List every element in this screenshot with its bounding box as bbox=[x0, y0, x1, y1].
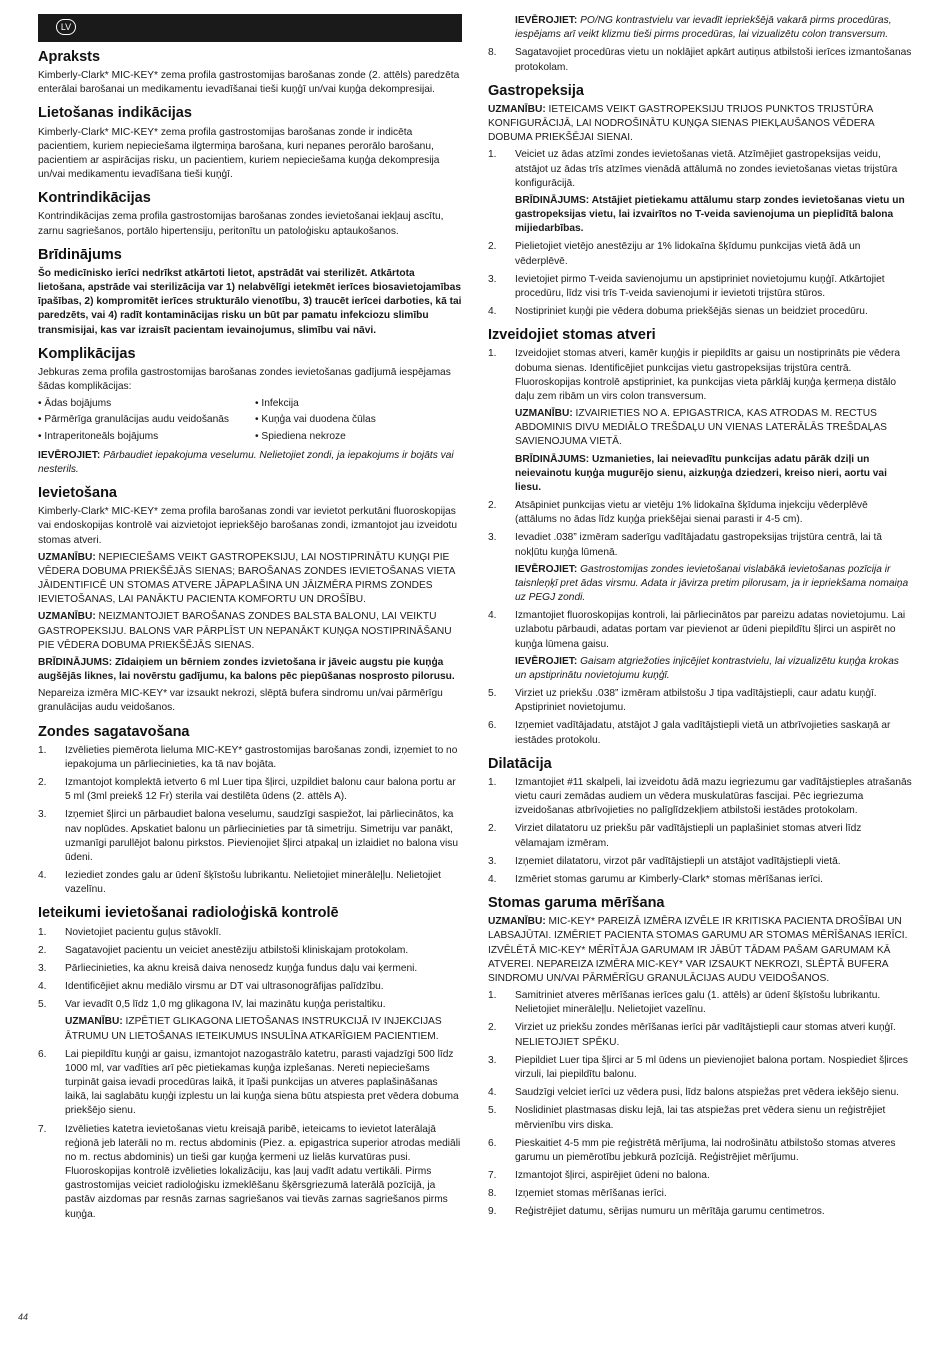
top-note bbox=[488, 14, 912, 42]
caution-label: UZMANĪBU: bbox=[488, 916, 546, 928]
item-number: 5. bbox=[488, 1105, 497, 1117]
list-item bbox=[488, 499, 912, 527]
item-text: Reģistrējiet datumu, sērijas numuru un mērītāja garumu centimetros. bbox=[515, 1206, 825, 1218]
list-item bbox=[488, 687, 912, 715]
item-number: 9. bbox=[488, 1206, 497, 1218]
list-item bbox=[488, 1054, 912, 1082]
list-item bbox=[488, 609, 912, 683]
language-header-bar bbox=[38, 14, 462, 42]
item-number: 2. bbox=[488, 823, 497, 835]
komplikacijas-note bbox=[38, 449, 462, 477]
list-item bbox=[38, 776, 462, 804]
item-text: Piepildiet Luer tipa šļirci ar 5 ml ūdens un pievienojiet balona portam. Nospiediet šļirces virzuli, lai piepildītu balonu. bbox=[515, 1054, 908, 1080]
ievietosana-extra: Nepareiza izmēra MIC-KEY* var izsaukt nekrozi, slēptā bufera sindromu un/vai pārmērīgu granulācijas audu veidošanos. bbox=[38, 688, 443, 714]
item-text: Izmantojot komplektā ietverto 6 ml Luer tipa šļirci, uzpildiet balonu caur balona portu ar 5 ml (3ml preiekš 12 Fr) sterila vai destilēta ūdens (2. attēls A). bbox=[65, 777, 456, 803]
item-number: 8. bbox=[488, 47, 497, 59]
list-item bbox=[38, 926, 462, 940]
item-warning bbox=[515, 194, 912, 237]
item-number: 4. bbox=[488, 306, 497, 318]
item-number: 2. bbox=[488, 500, 497, 512]
list-item bbox=[488, 776, 912, 819]
list-item bbox=[38, 744, 462, 772]
item-text: Izvēlieties piemērota lieluma MIC-KEY* gastrostomijas barošanas zondi, izņemiet to no iepakojuma un pārliecinieties, ka tā nav bojāta. bbox=[65, 744, 458, 770]
list-item: • Intraperitoneāls bojājums bbox=[38, 430, 159, 442]
note-text: Gaisam atgriežoties injicējiet kontrastvielu, lai vizualizētu kuņģa krokas un apstiprinātu novietojumu kuņģī. bbox=[515, 655, 899, 681]
item-text: Izmantojiet #11 skalpeli, lai izveidotu ādā mazu iegriezumu gar vadītājstieples atrašanās vietu cauri zemādas audiem un vēdera muskulatūras fascijai. Pēc iegriezuma izveidošanas atbrīvojieties no palīglīdzekļiem atbilstoši iestādes protokolam. bbox=[515, 776, 912, 817]
radiologiska-list bbox=[38, 926, 462, 1222]
section-title-indikacijas: Lietošanas indikācijas bbox=[38, 105, 192, 122]
list-item: • Infekcija bbox=[255, 398, 299, 410]
item-number: 2. bbox=[488, 1022, 497, 1034]
note-label: IEVĒROJIET: bbox=[515, 563, 578, 575]
komplikacijas-intro: Jebkuras zema profila gastrostomijas barošanas zondes ievietošanas gadījumā iespējamas šādas komplikācijas: bbox=[38, 366, 451, 393]
item-text: Var ievadīt 0,5 līdz 1,0 mg glikagona IV, lai mazinātu kuņģa peristaltiku. bbox=[65, 999, 386, 1011]
list-item bbox=[488, 1205, 912, 1219]
caution-label: UZMANĪBU: bbox=[38, 551, 96, 563]
apraksts-text: Kimberly-Clark* MIC-KEY* zema profila gastrostomijas barošanas zonde (2. attēls) paredzēta enterālai barošanai un medikamentu ievadīšanai tieši kuņģī un/vai kuņģa dekompresijai. bbox=[38, 70, 460, 96]
item-number: 3. bbox=[488, 1054, 497, 1066]
item-text: Novietojiet pacientu guļus stāvoklī. bbox=[65, 926, 222, 938]
item-number: 1. bbox=[488, 149, 497, 161]
item-text: Izmantojiet fluoroskopijas kontroli, lai pārliecinātos par pareizu adatas novietojumu. Lai uzlabotu pārbaudi, adatas portam var pievienot ar ūdeni piepildītu šļirci un aspirēt no kuņģa lūmena gaisu. bbox=[515, 610, 906, 650]
item-number: 6. bbox=[488, 720, 497, 732]
page-number: 44 bbox=[18, 1312, 29, 1322]
item-number: 2. bbox=[38, 944, 47, 956]
section-title-kontrindikacijas: Kontrindikācijas bbox=[38, 190, 151, 207]
dilatacija-list bbox=[488, 776, 912, 887]
item-text: Sagatavojiet procedūras vietu un noklājiet apkārt autiņus atbilstoši ierīces izmantošanas protokolam. bbox=[515, 47, 912, 73]
gastropeksija-caution bbox=[488, 103, 912, 146]
section-title-bridinajumi: Brīdinājums bbox=[38, 246, 122, 263]
item-number: 8. bbox=[488, 1188, 497, 1200]
item-text: Virziet uz priekšu .038” izmēram atbilstošu J tipa vadītājstiepli, caur adatu kuņģī. Apstipriniet novietojumu. bbox=[515, 688, 877, 714]
section-title-komplikacijas: Komplikācijas bbox=[38, 345, 136, 362]
indikacijas-text: Kimberly-Clark* MIC-KEY* zema profila gastrostomijas barošanas zonde ir indicēta pacientiem, kuriem nepieciešama ilgtermiņa barošana, kuri nepanes perorālo barošanu, pacientiem ar aspirācijas risku, un pacientiem, kuriem nepieciešama kuņģa dekompresija un/vai medikamentu ievadīšana tieši kuņģī. bbox=[38, 126, 440, 181]
item-text: Atsāpiniet punkcijas vietu ar vietēju 1% lidokaīna šķīduma injekciju vēderplēvē (attālums no ādas līdz kuņģa priekšējai sienai parasti ir 4-5 cm). bbox=[515, 500, 868, 526]
continued-list bbox=[488, 46, 912, 74]
list-item bbox=[488, 46, 912, 74]
list-item bbox=[488, 1021, 912, 1049]
list-item bbox=[488, 1086, 912, 1100]
caution-text: NEIZMANTOJIET BAROŠANAS ZONDES BALSTA BALONU, LAI VEIKTU GASTROPEKSIJU. BALONS VAR PĀRPLĪST UN NEPANĀKT KUŅĢA NOSTIPRINĀŠANU PIE VĒDERA DOBUMA PRIEKŠĒJĀS SIENAS. bbox=[38, 611, 452, 651]
warning-label: BRĪDINĀJUMS: bbox=[38, 656, 113, 668]
item-text: Pieskaitiet 4-5 mm pie reģistrētā mērījuma, lai nodrošinātu atbilstošo stomas atveres garumu un piemērotību jebkurā pozīcijā. Reģistrējiet mērījumu. bbox=[515, 1137, 896, 1163]
section-title-radiologiska: Ieteikumi ievietošanai radioloģiskā kontrolē bbox=[38, 905, 339, 922]
item-text: Saudzīgi velciet ierīci uz vēdera pusi, līdz balons atspiežas pret vēdera iekšējo sienu. bbox=[515, 1087, 899, 1099]
item-text: Lai piepildītu kuņģi ar gaisu, izmantojot nazogastrālo katetru, parasti vajadzīgi 500 līdz 1000 ml, var vadīties arī pēc pietiekamas kuņģa izplešanas. Nereti nepieciešams turpināt gaisa ievadi procedūras laikā, it īpaši punkcijas un atveres paplašināšanas laikā, lai saglabātu kuņģi izplestu un lai kuņģa siena būtu atspiesta pret vēdera dobuma priekšējo sienu. bbox=[65, 1048, 459, 1117]
item-number: 7. bbox=[38, 1123, 47, 1135]
item-text: Samitriniet atveres mērīšanas ierīces galu (1. attēls) ar ūdenī šķīstošu lubrikantu. Nelietojiet minerāleļļu. Nelietojiet vazelīnu. bbox=[515, 990, 881, 1016]
item-number: 1. bbox=[488, 776, 497, 788]
item-number: 3. bbox=[488, 532, 497, 544]
left-column bbox=[38, 14, 462, 1226]
caution-text: MIC-KEY* PAREIZĀ IZMĒRA IZVĒLE IR KRITISKA PACIENTA DROŠĪBAI UN LABSAJŪTAI. IZMĒRIET PACIENTA STOMAS GARUMU AR STOMAS MĒRĪŠANAS IERĪCI. IZVĒLĒTĀ MIC-KEY* MĒRĪTĀJA GARUMAM IR JĀBŪT TĀDAM PAŠAM GARUMAM KĀ ATVEREI. NEPAREIZA IZMĒRA MIC-KEY* VAR IZSAUKT NEKROZI, SLĒPTĀ BUFERA SINDROMU UN/VAI PĀRMĒRĪGU GRANULĀCIJAS AUDU VEIDOŠANOS. bbox=[488, 916, 908, 984]
section-title-sagatavosana: Zondes sagatavošana bbox=[38, 723, 190, 740]
item-number: 3. bbox=[38, 809, 47, 821]
list-item: • Pārmērīga granulācijas audu veidošanās bbox=[38, 414, 230, 426]
item-text: Virziet uz priekšu zondes mērīšanas ierīci pār vadītājstiepli caur stomas atveri kuņģī. NELIETOJIET SPĒKU. bbox=[515, 1022, 896, 1048]
list-item bbox=[488, 873, 912, 887]
section-title-stomas-atvere: Izveidojiet stomas atveri bbox=[488, 327, 656, 344]
note-label: IEVĒROJIET: bbox=[515, 655, 578, 667]
list-item bbox=[38, 869, 462, 897]
list-item bbox=[488, 531, 912, 605]
ievietosana-caution-2 bbox=[38, 610, 462, 653]
list-item bbox=[488, 347, 912, 495]
merisana-list bbox=[488, 989, 912, 1219]
item-number: 2. bbox=[38, 777, 47, 789]
list-item: • Spiediena nekroze bbox=[255, 430, 346, 442]
list-item bbox=[38, 944, 462, 958]
item-number: 5. bbox=[488, 688, 497, 700]
item-text: Sagatavojiet pacientu un veiciet anestēziju atbilstoši kliniskajam protokolam. bbox=[65, 944, 409, 956]
item-number: 4. bbox=[488, 873, 497, 885]
list-item bbox=[38, 962, 462, 976]
item-number: 4. bbox=[488, 1087, 497, 1099]
item-text: Pielietojiet vietējo anestēziju ar 1% lidokaīna šķīdumu punkcijas vietā ādā un vēderplēvē. bbox=[515, 241, 861, 267]
item-number: 4. bbox=[38, 870, 47, 882]
item-text: Nostipriniet kuņģi pie vēdera dobuma priekšējās sienas un beidziet procedūru. bbox=[515, 306, 868, 318]
item-text: Veiciet uz ādas atzīmi zondes ievietošanas vietā. Atzīmējiet gastropeksijas veidu, atstājot uz ādas trīs atzīmes vienādā attālumā no zondes ievietošanas vietas trijstūra konfigurācijā. bbox=[515, 149, 898, 189]
warning-text: Uzmanieties, lai neievadītu punkcijas adatu pārāk dziļi un neievainotu kuņģa mugurējo sienu, aizkuņģa dziedzeri, kreiso nieri, aortu vai liesu. bbox=[515, 453, 887, 493]
list-item bbox=[488, 1187, 912, 1201]
item-text: Identificējiet aknu mediālo virsmu ar DT vai ultrasonogrāfijas palīdzību. bbox=[65, 981, 384, 993]
merisana-caution bbox=[488, 915, 912, 986]
item-warning bbox=[515, 453, 912, 496]
item-text: Izmantojot šļirci, aspirējiet ūdeni no balona. bbox=[515, 1170, 710, 1182]
item-text: Pārliecinieties, ka aknu kreisā daiva nenosedz kuņģa fundus daļu vai ķermeni. bbox=[65, 962, 418, 974]
item-number: 7. bbox=[488, 1170, 497, 1182]
item-number: 2. bbox=[488, 241, 497, 253]
list-item: • Ādas bojājums bbox=[38, 398, 112, 410]
item-text: Izņemiet stomas mērīšanas ierīci. bbox=[515, 1188, 667, 1200]
item-text: Izņemiet šļirci un pārbaudiet balona veselumu, saudzīgi saspiežot, lai pārliecinātos, ka nav noplūdes. Apskatiet balonu un pārliecinieties par tā simetriju. Simetriju var panākt, uzmanīgi parullējot balonu pirkstos. Pievienojiet šļirci atpakaļ un izlaidiet no balona visu ūdeni. bbox=[65, 809, 459, 863]
list-item bbox=[488, 305, 912, 319]
note-text: PO/NG kontrastvielu var ievadīt iepriekšējā vakarā pirms procedūras, iespējams arī veikt klizmu tieši pirms procedūras, lai vizualizētu colon transversum. bbox=[515, 15, 892, 41]
ievietosana-text: Kimberly-Clark* MIC-KEY* zema profila barošanas zondi var ievietot perkutāni fluoroskopijas vai endoskopijas kontrolē vai aizvietojot iepriekšējo barošanas zondi, izmantojot jau izveidotu stomas atveri. bbox=[38, 506, 458, 546]
section-title-gastropeksija: Gastropeksija bbox=[488, 82, 584, 99]
stomas-atvere-list bbox=[488, 347, 912, 747]
item-text: Izvēlieties katetra ievietošanas vietu kreisajā paribē, ieteicams to ievietot laterālajā reģionā jeb laterāli no m. rectus abdominis (Piez. a. epigastrica superior atrodas mediāli no m. rectus abdominis) un tieši gar kuņģa ķermeni uz lielās kurvatūras pusi. Fluoroskopijas kontrolē izvēlieties lokalizāciju, kas ļauj vadīt adatu vertikāli. Pirms gastrostomijas veiciet radioloģisku izmeklēšanu šķērsgriezumā laterālā pozīcijā, ja pastāv aizdomas par resnās zarnas sagriešanos vai tievās zarnas sagriešanos pirms kuņģa. bbox=[65, 1123, 461, 1220]
ievietosana-caution-1 bbox=[38, 551, 462, 608]
warning-text: Atstājiet pietiekamu attālumu starp zondes ievietošanas vietu un gastropeksijas vietu, lai izvairītos no T-veida savienojuma un pieplidītā balona mijiedarbības. bbox=[515, 194, 905, 235]
item-number: 4. bbox=[488, 610, 497, 622]
list-item bbox=[488, 855, 912, 869]
list-item: • Kuņģa vai duodena čūlas bbox=[255, 414, 376, 426]
item-text: Ieziediet zondes galu ar ūdenī šķīstošu lubrikantu. Nelietojiet minerāleļļu. Nelietojiet vazelīnu. bbox=[65, 870, 442, 896]
gastropeksija-list bbox=[488, 148, 912, 319]
note-text: Gastrostomijas zondes ievietošanai vislabākā ievietošanas pozīcija ir taisnleņķī pret ādas virsmu. Adata ir jāvirza pretim pilorusam, ja ir iepriekšama nomaiņa uz PEGJ zondi. bbox=[515, 563, 909, 604]
warning-label: BRĪDINĀJUMS: bbox=[515, 194, 590, 206]
item-text: Izveidojiet stomas atveri, kamēr kuņģis ir piepildīts ar gaisu un nostiprināts pie vēdera dobuma sienas. Identificējiet punkcijas vietu gastropeksijas trijstūra centrā. Fluoroskopijas kontrolē apstipriniet, ka punkcijas vieta pārklāj kuņģa ķermeņa distālo daļu zem ribām un virs colon transversum. bbox=[515, 348, 901, 402]
warning-label: BRĪDINĀJUMS: bbox=[515, 453, 590, 465]
list-item bbox=[38, 1048, 462, 1119]
section-title-merisana: Stomas garuma mērīšana bbox=[488, 895, 665, 912]
list-item bbox=[488, 273, 912, 301]
list-item bbox=[38, 998, 462, 1044]
list-item bbox=[488, 1169, 912, 1183]
section-title-apraksts: Apraksts bbox=[38, 49, 101, 65]
item-caution bbox=[515, 407, 912, 450]
list-item bbox=[488, 822, 912, 850]
complications-list bbox=[38, 397, 462, 446]
list-item bbox=[488, 719, 912, 747]
item-text: Izmēriet stomas garumu ar Kimberly-Clark* stomas mērīšanas ierīci. bbox=[515, 873, 823, 885]
item-number: 1. bbox=[38, 744, 47, 756]
warning-text: Zīdaiņiem un bērniem zondes izvietošana ir jāveic augstu pie kuņģa augšējās liknes, lai novērstu gadījumu, ka balons pēc piepūšanas nosprosto pilorusu. bbox=[38, 656, 455, 683]
item-number: 5. bbox=[38, 999, 47, 1011]
item-note bbox=[515, 655, 912, 683]
list-item bbox=[488, 240, 912, 268]
item-text: Virziet dilatatoru uz priekšu pār vadītājstiepli un paplašiniet stomas atveri līdz vēlamajam izmēram. bbox=[515, 823, 862, 849]
section-title-ievietosana: Ievietošana bbox=[38, 485, 117, 502]
item-text: Noslidiniet plastmasas disku lejā, lai tas atspiežas pret vēdera sienu un reģistrējiet mērvienību virs diska. bbox=[515, 1105, 886, 1131]
list-item bbox=[488, 1104, 912, 1132]
item-number: 4. bbox=[38, 981, 47, 993]
note-label: IEVĒROJIET: bbox=[38, 449, 101, 461]
note-text: Pārbaudiet iepakojuma veselumu. Nelietojiet zondi, ja iepakojums ir bojāts vai nesterils. bbox=[38, 449, 454, 475]
item-caution bbox=[65, 1015, 462, 1043]
item-number: 6. bbox=[38, 1048, 47, 1060]
caution-label: UZMANĪBU: bbox=[488, 103, 546, 115]
item-text: Izņemiet dilatatoru, virzot pār vadītājstiepli un atstājot vadītājstiepli vietā. bbox=[515, 855, 841, 867]
caution-label: UZMANĪBU: bbox=[65, 1016, 123, 1028]
caution-text: NEPIECIEŠAMS VEIKT GASTROPEKSIJU, LAI NOSTIPRINĀTU KUŅĢI PIE VĒDERA DOBUMA PRIEKŠĒJĀS SIENAS; BAROŠANAS ZONDES IEVIETOŠANAS VIETA JĀIDENTIFICĒ UN STOMAS ATVERE JĀPAPLAŠINA UN JĀIZMĒRA PIRMS ZONDES IEVIETOŠANAS, LAI PANĀKTU PACIENTA KOMFORTU UN DROŠĪBU. bbox=[38, 551, 455, 606]
bridinajumi-text: Šo medicīnisko ierīci nedrīkst atkārtoti lietot, apstrādāt vai sterilizēt. Atkārtota lietošana, apstrāde vai sterilizācija var 1) nelabvēlīgi ietekmēt ierīces biosavietojamības īpašības, 2) kompromitēt ierīces strukturālo vienotību, 3) traucēt ierīcei darboties, kā tai paredzēts, vai 4) radīt kontaminācijas risku un būt par pamatu infekciozu slimību transmisijai, kas var izraisīt pacientam ievainojumus, slimību vai nāvi. bbox=[38, 267, 462, 336]
list-item bbox=[38, 808, 462, 865]
list-item bbox=[488, 989, 912, 1017]
caution-text: IETEICAMS VEIKT GASTROPEKSIJU TRIJOS PUNKTOS TRIJSTŪRA KONFIGURĀCIJĀ, LAI NODROŠINĀTU KUŅĢA SIENAS PIEKĻAUŠANOS VĒDERA DOBUMA PRIEKŠĒJAI SIENAI. bbox=[488, 103, 875, 144]
kontrindikacijas-text: Kontrindikācijas zema profila gastrostomijas barošanas zondes ievietošanai iekļauj ascītu, zarnu sagriešanos, portālo hipertensiju, peritonītu un patoloģisku aptaukošanos. bbox=[38, 211, 444, 237]
item-text: Ievietojiet pirmo T-veida savienojumu un apstipriniet novietojumu kuņģī. Atkārtojiet procedūru, līdz visi trīs T-veida savienojumi ir ievietoti trijstūra stūros. bbox=[515, 273, 885, 299]
caution-text: IZVAIRIETIES NO A. EPIGASTRICA, KAS ATRODAS M. RECTUS ABDOMINIS DIVU MEDIĀLO TREŠDAĻU UN VIENAS LATERĀLĀS TREŠDAĻAS SAVIENOJUMA VIETĀ. bbox=[515, 408, 887, 448]
item-number: 1. bbox=[488, 348, 497, 360]
item-number: 1. bbox=[488, 990, 497, 1002]
ievietosana-warning bbox=[38, 656, 462, 684]
item-number: 3. bbox=[488, 273, 497, 285]
item-number: 3. bbox=[38, 962, 47, 974]
list-item bbox=[488, 148, 912, 236]
right-column bbox=[488, 14, 912, 1224]
item-number: 3. bbox=[488, 855, 497, 867]
caution-label: UZMANĪBU: bbox=[515, 408, 573, 420]
list-item bbox=[38, 1123, 462, 1222]
sagatavosana-list bbox=[38, 744, 462, 898]
caution-text: IZPĒTIET GLIKAGONA LIETOŠANAS INSTRUKCIJĀ IV INJEKCIJAS ĀTRUMU UN LIETOŠANAS IETEIKUMUS INSULĪNA ATKARĪGIEM PACIENTIEM. bbox=[65, 1016, 442, 1042]
note-label: IEVĒROJIET: bbox=[515, 15, 578, 26]
item-text: Izņemiet vadītājadatu, atstājot J gala vadītājstiepli vietā un atbrīvojieties saskaņā ar iestādes protokolu. bbox=[515, 720, 891, 746]
item-number: 6. bbox=[488, 1137, 497, 1149]
list-item bbox=[488, 1137, 912, 1165]
list-item bbox=[38, 980, 462, 994]
item-number: 1. bbox=[38, 926, 47, 938]
section-title-dilatacija: Dilatācija bbox=[488, 755, 552, 772]
item-note bbox=[515, 563, 912, 606]
item-text: Ievadiet .038” izmēram saderīgu vadītājadatu gastropeksijas trijstūra centrā, lai tā nokļūtu kuņģa lūmenā. bbox=[515, 532, 882, 558]
caution-label: UZMANĪBU: bbox=[38, 611, 96, 623]
language-badge: LV bbox=[56, 19, 76, 35]
